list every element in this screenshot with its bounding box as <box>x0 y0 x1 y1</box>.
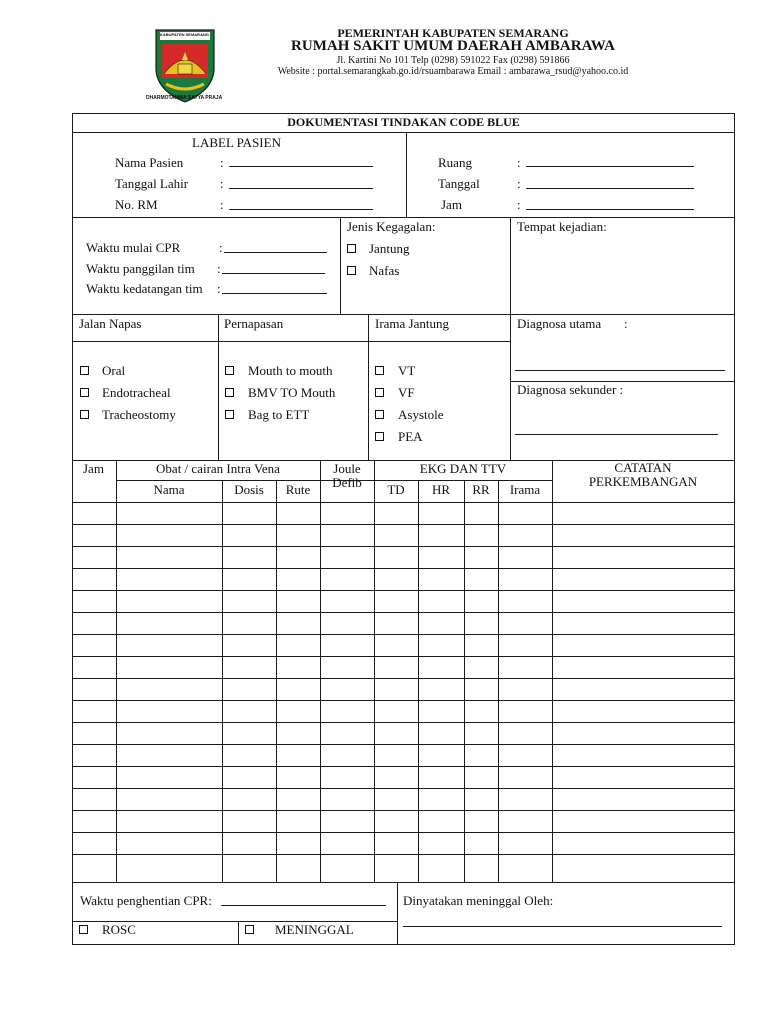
header-address: Jl. Kartini No 101 Telp (0298) 591022 Fax (0298) 591866 <box>336 55 570 66</box>
meninggal-checkbox[interactable] <box>245 925 254 934</box>
col-obat: Obat / cairan Intra Vena <box>156 461 280 476</box>
asystole-label: Asystole <box>398 407 444 422</box>
colon: : <box>517 176 521 191</box>
colon: : <box>220 176 224 191</box>
waktu-mulai-cpr-field[interactable] <box>224 252 327 253</box>
colon: : <box>217 261 221 276</box>
nafas-label: Nafas <box>369 263 400 278</box>
col-dosis: Dosis <box>234 482 264 497</box>
col-hr: HR <box>431 482 451 497</box>
pernapasan-heading: Pernapasan <box>224 316 284 331</box>
rosc-checkbox[interactable] <box>79 925 88 934</box>
jantung-checkbox[interactable] <box>347 244 356 253</box>
jantung-label: Jantung <box>369 241 410 256</box>
vf-label: VF <box>398 385 415 400</box>
tanggal-lahir-label: Tanggal Lahir <box>115 176 189 191</box>
nafas-checkbox[interactable] <box>347 266 356 275</box>
diagnosa-utama-label: Diagnosa utama <box>517 316 602 331</box>
waktu-mulai-cpr-label: Waktu mulai CPR <box>86 240 181 255</box>
diagnosa-utama-field[interactable] <box>515 370 725 371</box>
endotracheal-checkbox[interactable] <box>80 388 89 397</box>
header-hospital-name: RUMAH SAKIT UMUM DAERAH AMBARAWA <box>291 38 615 54</box>
colon: : <box>624 316 628 331</box>
label-pasien-heading: LABEL PASIEN <box>192 135 281 150</box>
oral-checkbox[interactable] <box>80 366 89 375</box>
logo-banner: KABUPATEN SEMARANG <box>160 32 209 37</box>
tanggal-label: Tanggal <box>438 176 480 191</box>
col-catatan: CATATAN <box>614 460 672 475</box>
colon: : <box>220 197 224 212</box>
diagnosa-sekunder-label: Diagnosa sekunder : <box>517 382 624 397</box>
no-rm-label: No. RM <box>115 197 158 212</box>
ruang-field[interactable] <box>526 166 694 167</box>
mouth-to-mouth-label: Mouth to mouth <box>248 363 333 378</box>
header-website: Website : portal.semarangkab.go.id/rsuambarawa Email : ambarawa_rsud@yahoo.co.id <box>277 66 629 77</box>
colon: : <box>219 240 223 255</box>
jenis-kegagalan-label: Jenis Kegagalan: <box>347 219 436 234</box>
header-government: PEMERINTAH KABUPATEN SEMARANG <box>337 26 569 40</box>
bmv-to-mouth-label: BMV TO Mouth <box>248 385 336 400</box>
col-rute: Rute <box>285 482 311 497</box>
jam-label: Jam <box>441 197 462 212</box>
col-jam: Jam <box>83 461 104 476</box>
col-nama: Nama <box>153 482 185 497</box>
vf-checkbox[interactable] <box>375 388 384 397</box>
dinyatakan-meninggal-label: Dinyatakan meninggal Oleh: <box>403 893 554 908</box>
diagnosa-sekunder-field[interactable] <box>515 434 718 435</box>
oral-label: Oral <box>102 363 126 378</box>
nama-pasien-label: Nama Pasien <box>115 155 184 170</box>
irama-jantung-heading: Irama Jantung <box>375 316 450 331</box>
col-td: TD <box>387 482 405 497</box>
tracheostomy-label: Tracheostomy <box>102 407 176 422</box>
rosc-label: ROSC <box>102 922 136 937</box>
vt-label: VT <box>398 363 416 378</box>
waktu-panggilan-tim-field[interactable] <box>222 273 325 274</box>
colon: : <box>517 197 521 212</box>
col-rr: RR <box>472 482 490 497</box>
tanggal-lahir-field[interactable] <box>229 188 373 189</box>
bmv-to-mouth-checkbox[interactable] <box>225 388 234 397</box>
col-ekg-dan-ttv: EKG DAN TTV <box>419 461 507 476</box>
tanggal-field[interactable] <box>526 188 694 189</box>
col-joule: Joule <box>333 461 361 476</box>
waktu-kedatangan-tim-label: Waktu kedatangan tim <box>86 281 203 296</box>
endotracheal-label: Endotracheal <box>102 385 171 400</box>
asystole-checkbox[interactable] <box>375 410 384 419</box>
bag-to-ett-checkbox[interactable] <box>225 410 234 419</box>
waktu-penghentian-cpr-field[interactable] <box>221 905 386 906</box>
waktu-kedatangan-tim-field[interactable] <box>222 293 327 294</box>
vt-checkbox[interactable] <box>375 366 384 375</box>
bag-to-ett-label: Bag to ETT <box>248 407 310 422</box>
waktu-panggilan-tim-label: Waktu panggilan tim <box>86 261 195 276</box>
colon: : <box>220 155 224 170</box>
tracheostomy-checkbox[interactable] <box>80 410 89 419</box>
pea-checkbox[interactable] <box>375 432 384 441</box>
jalan-napas-heading: Jalan Napas <box>79 316 142 331</box>
colon: : <box>217 281 221 296</box>
meninggal-label: MENINGGAL <box>275 922 354 937</box>
col-defib: Defib <box>332 475 362 490</box>
pea-label: PEA <box>398 429 423 444</box>
ruang-label: Ruang <box>438 155 472 170</box>
mouth-to-mouth-checkbox[interactable] <box>225 366 234 375</box>
col-perkembangan: PERKEMBANGAN <box>588 474 698 489</box>
waktu-penghentian-cpr-label: Waktu penghentian CPR: <box>80 893 212 908</box>
no-rm-field[interactable] <box>229 209 373 210</box>
nama-pasien-field[interactable] <box>229 166 373 167</box>
dinyatakan-meninggal-field[interactable] <box>403 926 722 927</box>
jam-field[interactable] <box>526 209 694 210</box>
tempat-kejadian-label: Tempat kejadian: <box>517 219 607 234</box>
colon: : <box>517 155 521 170</box>
form-title: DOKUMENTASI TINDAKAN CODE BLUE <box>287 115 520 129</box>
logo-caption: DHARMOTAMMA SATYA PRAJA <box>146 95 223 101</box>
col-irama: Irama <box>509 482 541 497</box>
